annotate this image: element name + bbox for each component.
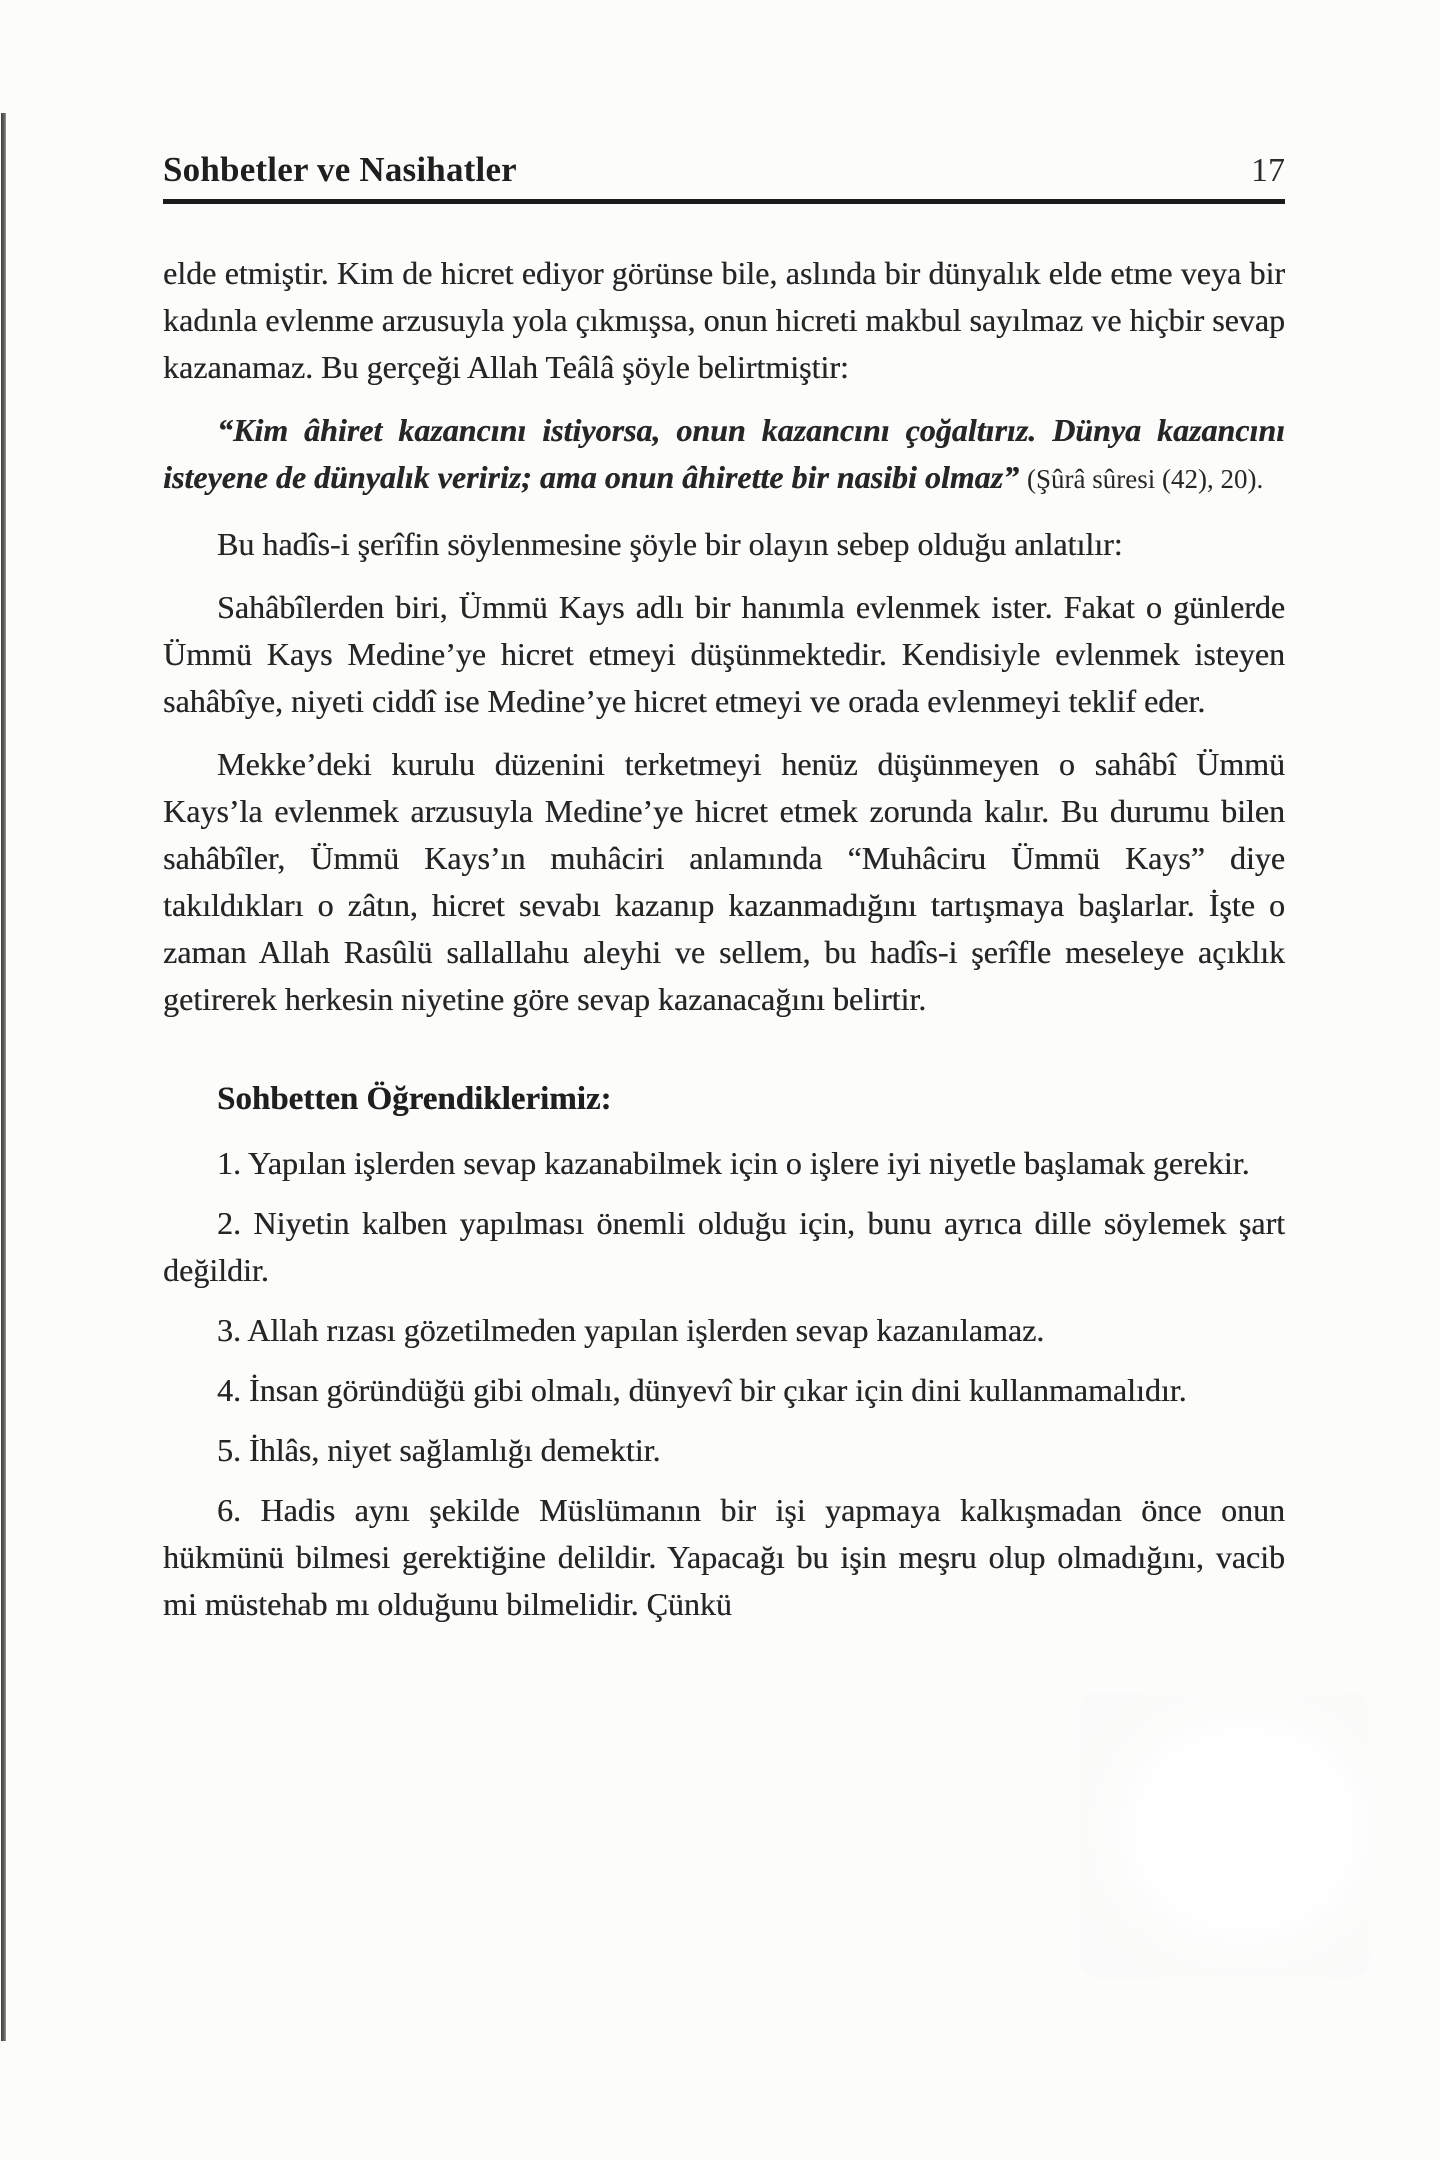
- paragraph-muhajir-story: Mekke’deki kurulu düzenini terketmeyi henüz düşünmeyen o sahâbî Ümmü Kays’la evlenmek arzusuyla Medine’ye hicret etmek zorunda kalır. Bu durumu bilen sahâbîler, Ümmü Kays’ın muhâciri anlamında “Muhâciru Ümmü Kays” diye takıldıkları o zâtın, hicret sevabı kazanıp kazanmadığını tartışmaya başlarlar. İşte o zaman Allah Rasûlü sallallahu aleyhi ve sellem, bu hadîs-i şerîfle meseleye açıklık getirerek herkesin niyetine göre sevap kazanacağını belirtir.: [163, 746, 1285, 1017]
- scan-edge-line: [1, 113, 6, 2041]
- lesson-item-1: 1. Yapılan işlerden sevap kazanabilmek için o işlere iyi niyetle başlamak gerekir.: [217, 1145, 1250, 1181]
- lesson-item-2: 2. Niyetin kalben yapılması önemli olduğu için, bunu ayrıca dille söylemek şart değildir.: [163, 1205, 1285, 1288]
- watermark-highlight-rect: [1080, 1693, 1370, 1978]
- page-number: 17: [1251, 152, 1285, 189]
- paragraph-hadith-intro: Bu hadîs-i şerîfin söylenmesine şöyle bir olayın sebep olduğu anlatılır:: [217, 526, 1123, 562]
- lesson-item-4: 4. İnsan göründüğü gibi olmalı, dünyevî bir çıkar için dini kullanmamalıdır.: [217, 1372, 1187, 1408]
- lesson-item-6: 6. Hadis aynı şekilde Müslümanın bir işi yapmaya kalkışmadan önce onun hükmünü bilmesi gerektiğine delildir. Yapacağı bu işin meşru olup olmadığını, vacib mi müstehab mı olduğunu bilmelidir. Çünkü: [163, 1492, 1285, 1622]
- quran-quote-text: “Kim âhiret kazancını istiyorsa, onun kazancını çoğaltırız. Dünya kazancını isteyene de dünyalık veririz; ama onun âhirette bir nasibi olmaz”: [163, 412, 1285, 495]
- quran-quote-paragraph: [163, 407, 1285, 503]
- running-header: [163, 150, 1285, 204]
- intro-paragraph: elde etmiştir. Kim de hicret ediyor görünse bile, aslında bir dünyalık elde etme veya bir kadınla evlenme arzusuyla yola çıkmışsa, onun hicreti makbul sayılmaz ve hiçbir sevap kazanamaz. Bu gerçeği Allah Teâlâ şöyle belirtmiştir:: [163, 255, 1285, 385]
- lesson-item-5: 5. İhlâs, niyet sağlamlığı demektir.: [217, 1432, 661, 1468]
- page-body-text: [163, 250, 1285, 1628]
- book-title: Sohbetler ve Nasihatler: [163, 150, 517, 189]
- watermark-highlight-circle: [1035, 1640, 1440, 2020]
- lesson-item-3: 3. Allah rızası gözetilmeden yapılan işlerden sevap kazanılamaz.: [217, 1312, 1045, 1348]
- paragraph-ummu-kays-story: Sahâbîlerden biri, Ümmü Kays adlı bir hanımla evlenmek ister. Fakat o günlerde Ümmü Kays Medine’ye hicret etmeyi düşünmektedir. Kendisiyle evlenmek isteyen sahâbîye, niyeti ciddî ise Medine’ye hicret etmeyi ve orada evlenmeyi teklif eder.: [163, 589, 1285, 719]
- section-heading: Sohbetten Öğrendiklerimiz:: [217, 1081, 612, 1117]
- lessons-list: [163, 1140, 1285, 1628]
- book-page: [163, 150, 1285, 1641]
- quran-quote-reference: (Şûrâ sûresi (42), 20).: [1027, 464, 1264, 494]
